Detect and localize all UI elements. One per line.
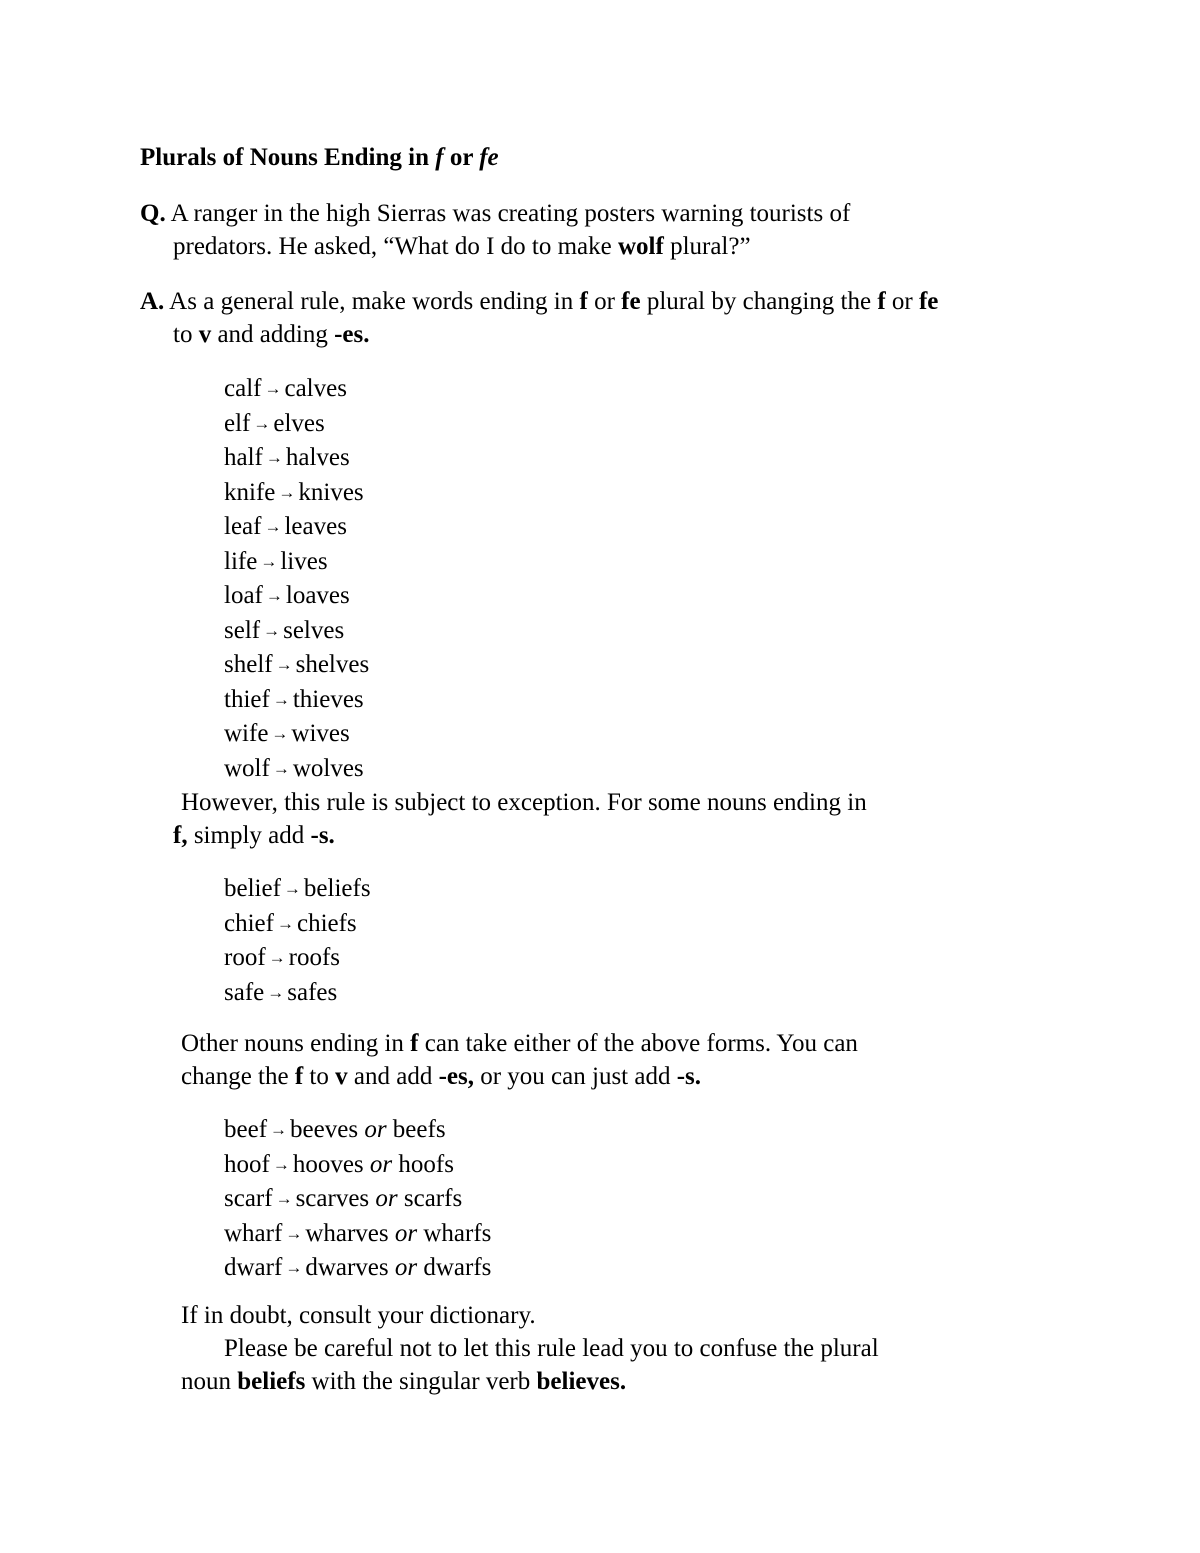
- arrow-icon: →: [264, 379, 282, 398]
- answer-text: or: [885, 288, 919, 315]
- plural: dwarves: [305, 1254, 389, 1281]
- singular: wife: [224, 720, 269, 747]
- singular: elf: [224, 409, 251, 437]
- question-wolf: wolf: [617, 233, 664, 260]
- singular: knife: [224, 478, 276, 506]
- alt-plural: wharfs: [423, 1219, 492, 1247]
- answer-text: As a general rule, make words ending in: [164, 288, 580, 315]
- list-item: [224, 442, 369, 477]
- closing-line-2: Please be careful not to let this rule lead you to confuse the plural: [224, 1335, 879, 1362]
- closing-believes: believes.: [536, 1368, 627, 1395]
- singular: self: [224, 616, 261, 644]
- plural: shelves: [295, 651, 370, 678]
- plural: scarves: [295, 1185, 370, 1212]
- question-line-2: predators. He asked, “What do I do to make: [173, 233, 618, 260]
- arrow-icon: →: [285, 1258, 303, 1277]
- rule-examples-list: [224, 373, 369, 787]
- arrow-icon: →: [265, 586, 283, 605]
- question-line-2-end: plural?”: [663, 233, 751, 260]
- plural: leaves: [284, 513, 347, 540]
- exception-paragraph: [173, 786, 1081, 852]
- answer-fe: fe: [621, 288, 641, 315]
- title-f: f: [435, 144, 444, 171]
- list-item: [224, 408, 369, 443]
- list-item: [224, 718, 369, 753]
- exception-examples-list: [224, 873, 371, 1011]
- singular: dwarf: [224, 1254, 283, 1281]
- arrow-icon: →: [272, 689, 290, 709]
- question-block: [140, 197, 1080, 263]
- other-f: f: [410, 1030, 419, 1057]
- answer-block: [140, 285, 1080, 351]
- list-item: [224, 511, 369, 546]
- other-text: can take either of the above forms. You can: [418, 1030, 858, 1057]
- arrow-icon: →: [270, 1120, 288, 1139]
- plural: roofs: [288, 944, 341, 971]
- arrow-icon: →: [275, 1189, 293, 1208]
- exception-line-1: However, this rule is subject to exception. For some nouns ending in: [181, 789, 867, 816]
- alt-plural: scarfs: [403, 1185, 463, 1212]
- arrow-icon: →: [265, 448, 283, 467]
- list-item: [224, 753, 369, 788]
- other-text: and add: [347, 1063, 439, 1090]
- plural: elves: [273, 409, 325, 437]
- other-s: -s.: [676, 1063, 702, 1090]
- plural: beeves: [290, 1116, 359, 1143]
- singular: life: [224, 547, 258, 575]
- arrow-icon: →: [253, 413, 271, 433]
- closing-beliefs: beliefs: [237, 1368, 306, 1395]
- arrow-icon: →: [264, 517, 282, 536]
- singular: wolf: [224, 754, 270, 782]
- singular: hoof: [224, 1150, 270, 1178]
- page-title: [140, 141, 499, 174]
- title-or: or: [443, 144, 480, 171]
- arrow-icon: →: [268, 948, 286, 967]
- question-line-1: A ranger in the high Sierras was creating posters warning tourists of: [165, 200, 851, 227]
- arrow-icon: →: [275, 655, 293, 674]
- plural: calves: [284, 375, 347, 402]
- list-item: [224, 546, 369, 581]
- plural: wharves: [305, 1219, 389, 1247]
- other-text: Other nouns ending in: [181, 1030, 411, 1057]
- or-text: or: [369, 1150, 393, 1178]
- plural: wives: [291, 720, 350, 747]
- closing-text: with the singular verb: [305, 1368, 537, 1395]
- singular: safe: [224, 978, 265, 1006]
- question-marker: Q.: [140, 200, 166, 227]
- singular: belief: [224, 875, 281, 902]
- list-item: [224, 942, 371, 977]
- list-item: [224, 1114, 491, 1149]
- plural: selves: [283, 616, 345, 644]
- list-item: [224, 615, 369, 650]
- answer-v: v: [198, 321, 212, 348]
- other-text: to: [303, 1063, 336, 1090]
- other-paragraph: [181, 1027, 1081, 1093]
- title-fe: fe: [479, 144, 499, 171]
- alt-plural: dwarfs: [423, 1254, 492, 1281]
- answer-es: -es.: [334, 321, 370, 348]
- plural: wolves: [292, 754, 364, 782]
- answer-fe: fe: [918, 288, 939, 315]
- or-text: or: [394, 1254, 418, 1281]
- exception-text: simply add: [187, 822, 311, 849]
- list-item: [224, 373, 369, 408]
- arrow-icon: →: [276, 913, 294, 933]
- plural: hooves: [292, 1150, 364, 1178]
- plural: beliefs: [303, 875, 371, 902]
- list-item: [224, 1252, 491, 1287]
- exception-f: f,: [173, 822, 188, 849]
- list-item: [224, 684, 369, 719]
- or-text: or: [364, 1116, 387, 1143]
- or-text: or: [375, 1185, 398, 1212]
- list-item: [224, 649, 369, 684]
- closing-paragraph: [181, 1299, 1081, 1398]
- other-text: or you can just add: [473, 1063, 677, 1090]
- plural: thieves: [292, 685, 364, 713]
- singular: beef: [224, 1116, 268, 1143]
- list-item: [224, 908, 371, 943]
- alt-plural: beefs: [392, 1116, 446, 1143]
- singular: leaf: [224, 513, 262, 540]
- or-text: or: [394, 1219, 418, 1247]
- plural: halves: [285, 444, 350, 471]
- singular: thief: [224, 685, 270, 713]
- list-item: [224, 1218, 491, 1253]
- singular: shelf: [224, 651, 273, 678]
- answer-marker: A.: [140, 288, 165, 315]
- singular: calf: [224, 375, 262, 402]
- arrow-icon: →: [263, 620, 281, 640]
- arrow-icon: →: [272, 758, 290, 778]
- singular: half: [224, 444, 263, 471]
- answer-f: f: [579, 288, 588, 315]
- singular: wharf: [224, 1219, 283, 1247]
- singular: chief: [224, 909, 274, 937]
- list-item: [224, 873, 371, 908]
- answer-text: to: [173, 321, 199, 348]
- closing-text: noun: [181, 1368, 238, 1395]
- plural: lives: [280, 547, 328, 575]
- other-es: -es,: [438, 1063, 474, 1090]
- answer-text: plural by changing the: [640, 288, 878, 315]
- plural: safes: [287, 978, 338, 1006]
- list-item: [224, 477, 369, 512]
- plural: knives: [298, 478, 364, 506]
- list-item: [224, 1183, 491, 1218]
- singular: loaf: [224, 582, 263, 609]
- arrow-icon: →: [283, 879, 301, 898]
- list-item: [224, 1149, 491, 1184]
- other-f: f: [294, 1063, 304, 1090]
- answer-text: or: [587, 288, 622, 315]
- plural: loaves: [285, 582, 350, 609]
- arrow-icon: →: [260, 551, 278, 571]
- either-form-examples-list: [224, 1114, 491, 1287]
- singular: scarf: [224, 1185, 273, 1212]
- arrow-icon: →: [267, 982, 285, 1002]
- answer-f: f: [877, 288, 886, 315]
- list-item: [224, 580, 369, 615]
- arrow-icon: →: [272, 1154, 290, 1174]
- list-item: [224, 977, 371, 1012]
- arrow-icon: →: [285, 1223, 303, 1243]
- other-text: change the: [181, 1063, 295, 1090]
- answer-text: and adding: [211, 321, 335, 348]
- closing-line-1: If in doubt, consult your dictionary.: [181, 1302, 536, 1329]
- arrow-icon: →: [278, 482, 296, 502]
- singular: roof: [224, 944, 266, 971]
- alt-plural: hoofs: [398, 1150, 454, 1178]
- exception-s: -s.: [310, 822, 335, 849]
- arrow-icon: →: [271, 724, 289, 743]
- other-v: v: [335, 1063, 348, 1090]
- plural: chiefs: [296, 909, 357, 937]
- title-text: Plurals of Nouns Ending in: [140, 144, 436, 171]
